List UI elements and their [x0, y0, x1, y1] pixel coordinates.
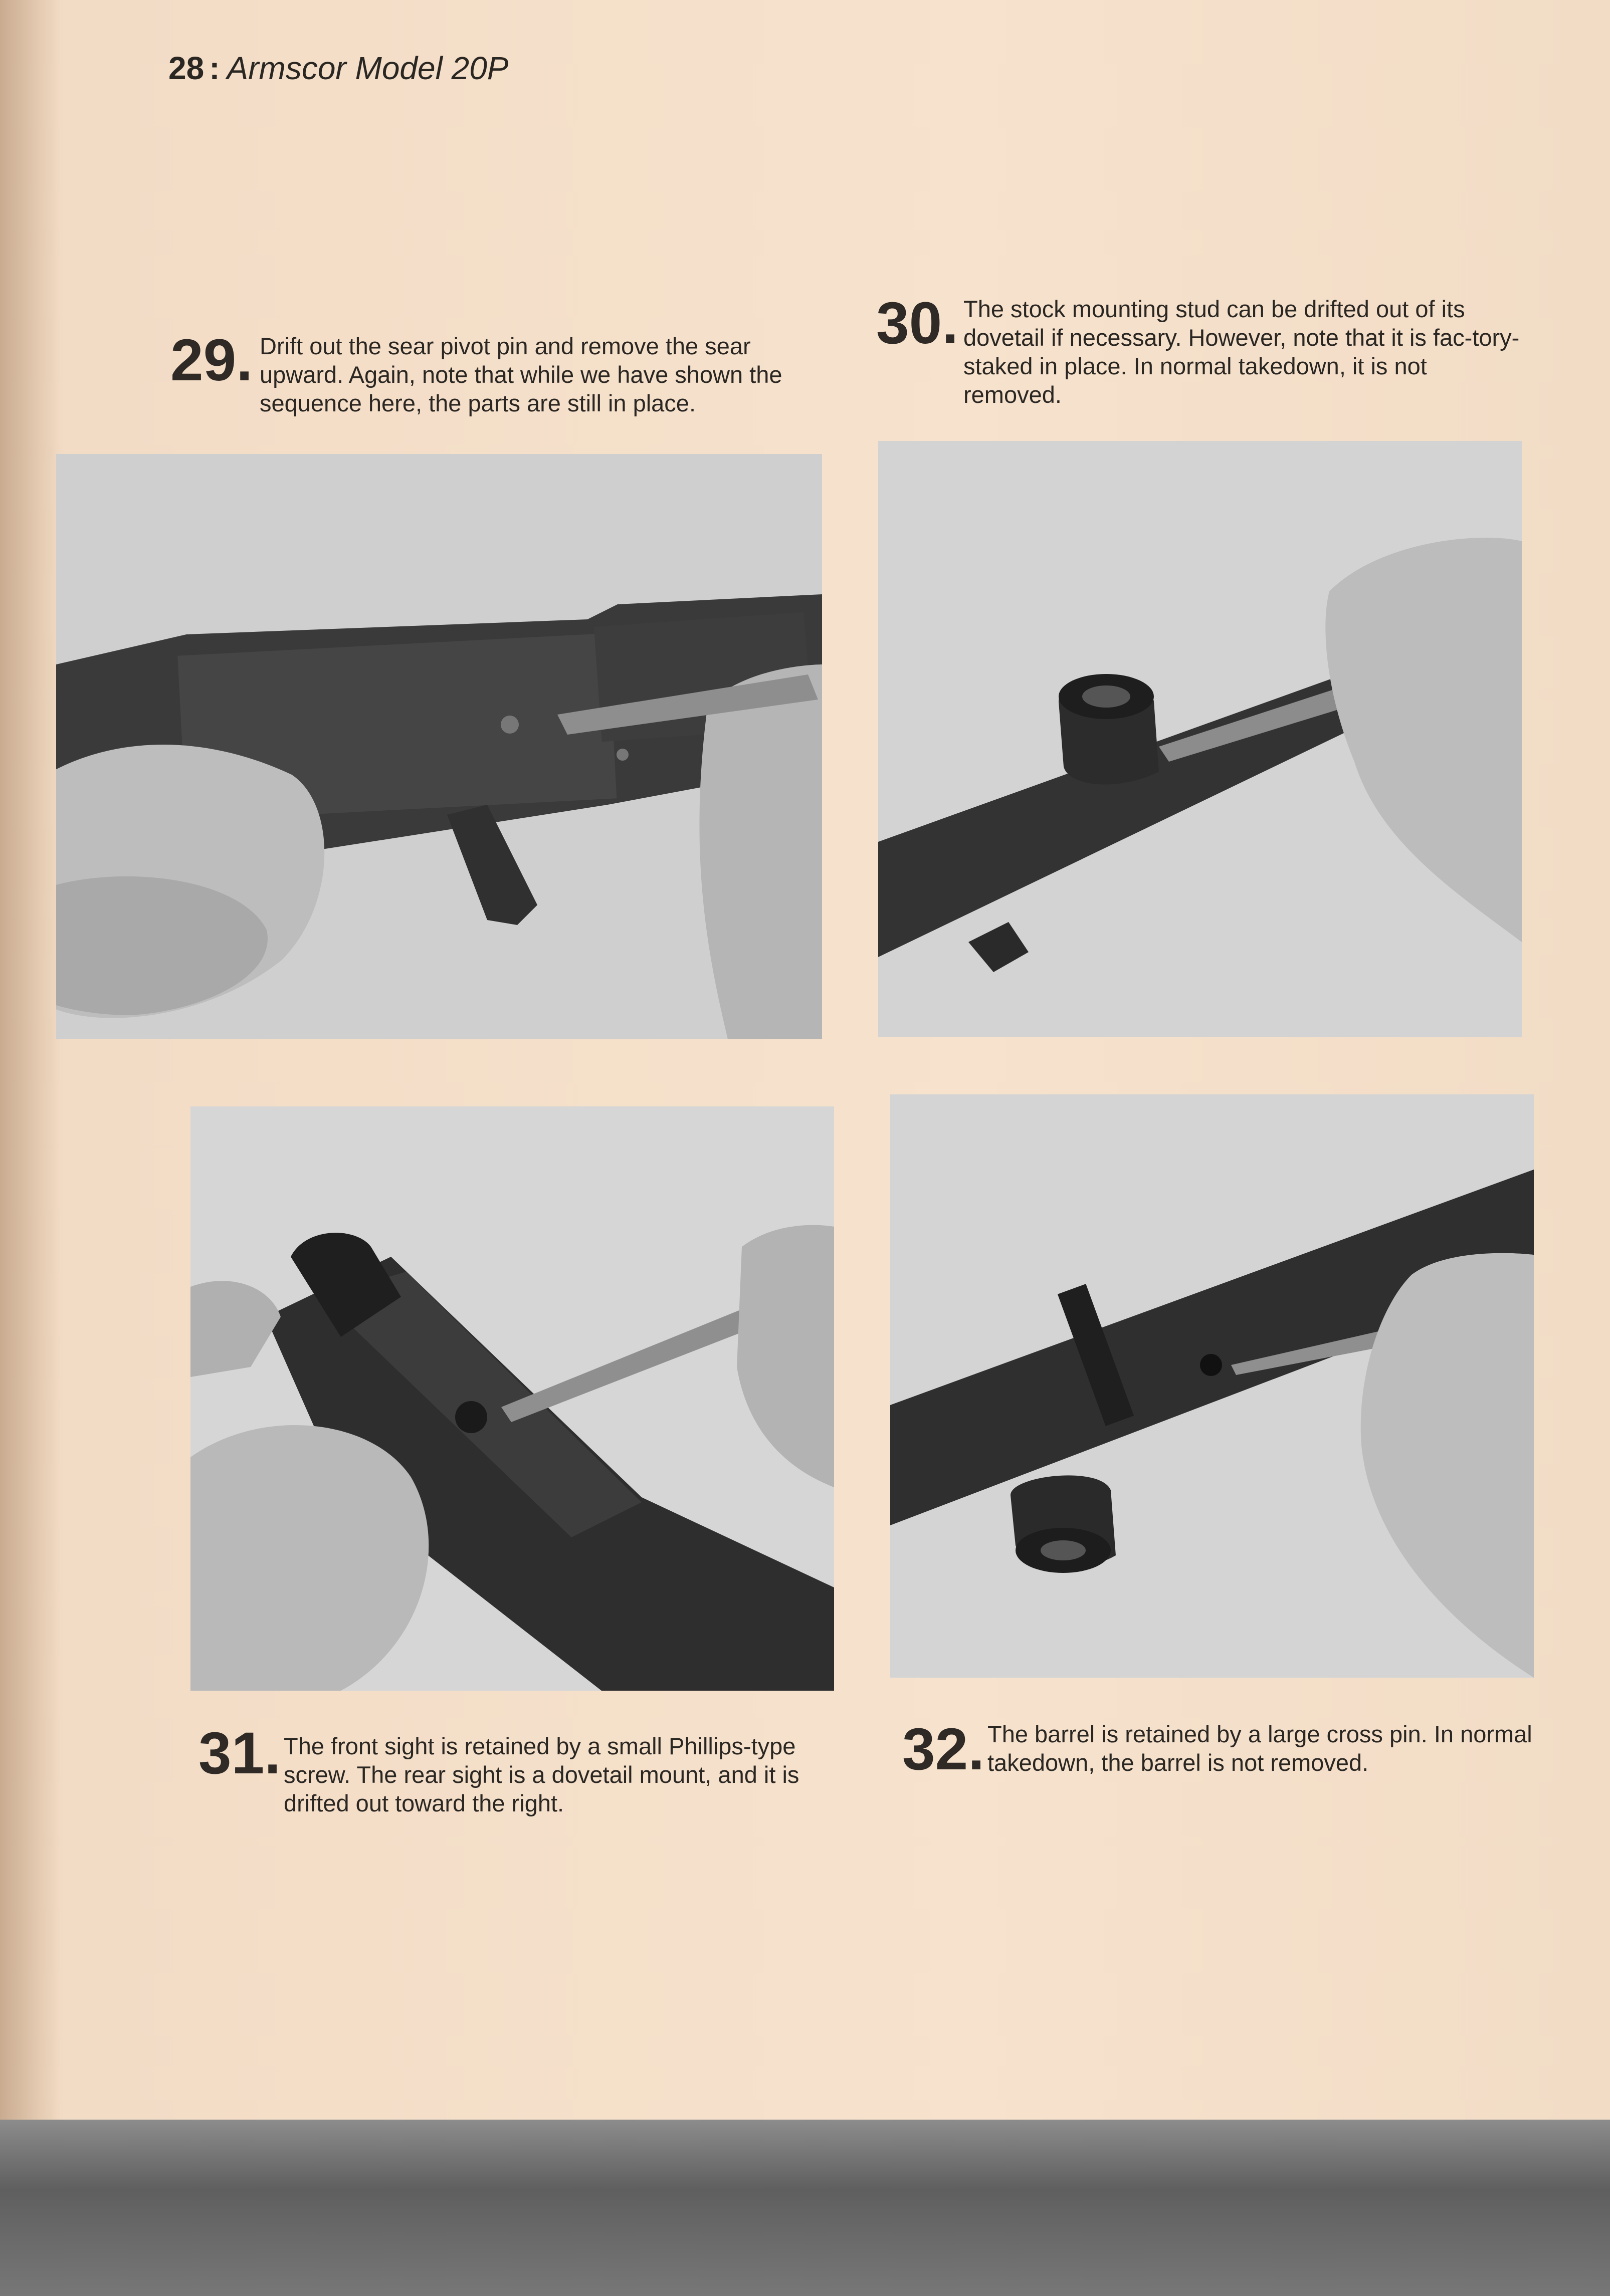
step-32-number: 32. [902, 1716, 985, 1782]
step-31-number: 31. [198, 1720, 281, 1786]
page-header [168, 48, 508, 88]
step-32-caption: The barrel is retained by a large cross pin. In normal takedown, the barrel is not removed. [987, 1721, 1532, 1776]
step-30-caption: The stock mounting stud can be drifted out of its dovetail if necessary. However, note that it is fac-tory-staked in place. In normal takedown, it is not removed. [963, 296, 1520, 408]
step-31-caption: The front sight is retained by a small Phillips-type screw. The rear sight is a dovetail mount, and it is drifted out toward the right. [284, 1733, 799, 1816]
step-31-photo [190, 1106, 834, 1691]
header-separator: : [209, 50, 220, 86]
step-32-photo [890, 1094, 1534, 1678]
page-stack-edge [0, 0, 60, 2120]
step-29-caption: Drift out the sear pivot pin and remove the sear upward. Again, note that while we have shown the sequence here, the parts are still in place. [260, 333, 782, 416]
book-title: Armscor Model 20P [227, 50, 509, 86]
scan-background [0, 2120, 1610, 2296]
page-number: 28 [168, 50, 205, 86]
step-29-photo [56, 454, 822, 1039]
step-29-number: 29. [170, 327, 253, 393]
step-30-number: 30. [876, 290, 959, 356]
step-30-photo [878, 441, 1522, 1037]
